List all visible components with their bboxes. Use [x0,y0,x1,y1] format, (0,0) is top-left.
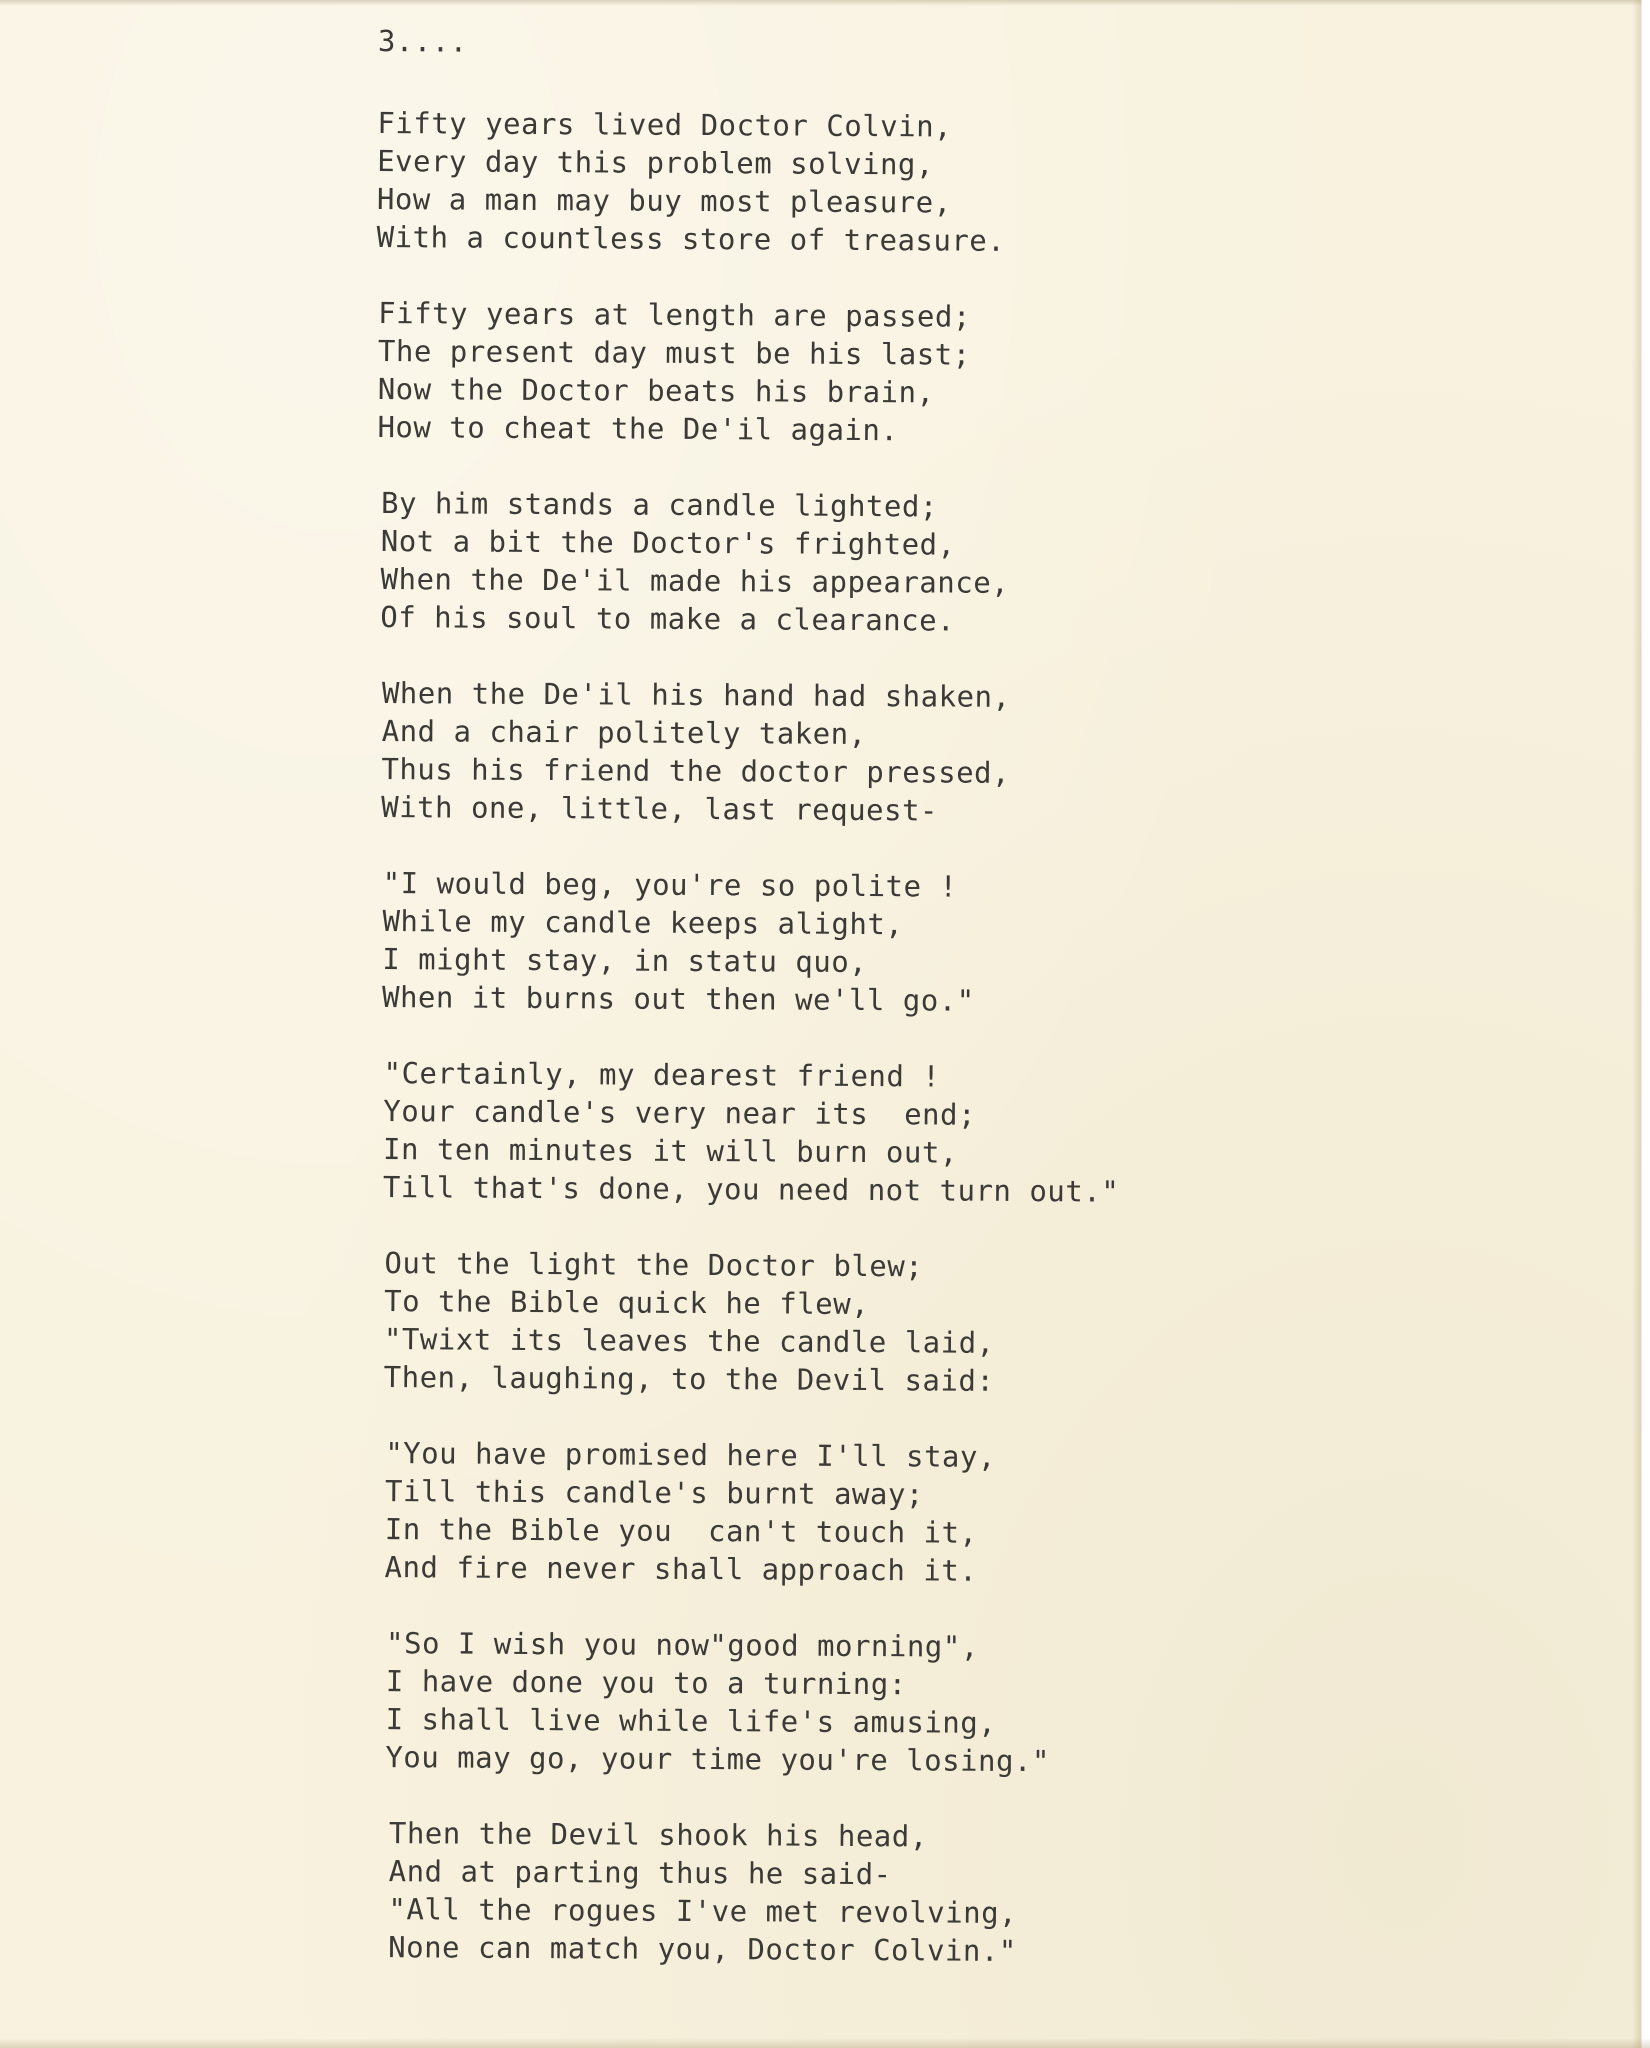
poem-line: The present day must be his last; [377,334,971,372]
stanza-8 [384,1434,1519,1593]
poem-line: When it burns out then we'll go." [381,980,975,1018]
poem-line: And fire never shall approach it. [384,1550,978,1588]
paper-bottom-edge [0,2038,1650,2048]
poem-line: By him stands a candle lighted; [380,486,938,524]
poem-line: And a chair politely taken, [381,714,867,751]
poem-line: You may go, your time you're losing." [385,1740,1051,1779]
poem-line: While my candle keeps alight, [382,904,904,942]
poem-text [366,22,1528,2011]
page-number: 3.... [377,23,468,59]
poem-line: Your candle's very near its end; [383,1094,977,1132]
stanza-4 [381,674,1524,833]
paper-right-edge [1632,0,1650,2048]
poem-line: I shall live while life's amusing, [385,1702,997,1740]
stanza-7 [384,1244,1521,1403]
poem-line: How a man may buy most pleasure, [376,181,952,220]
poem-line: In ten minutes it will burn out, [383,1132,958,1170]
stanza-10 [388,1814,1517,1973]
poem-line: In the Bible you can't touch it, [384,1512,978,1550]
stanza-6 [383,1054,1522,1213]
poem-line: None can match you, Doctor Colvin." [388,1930,1017,1968]
poem-line: When the De'il made his appearance, [380,562,1010,600]
poem-line: Of his soul to make a clearance. [380,600,956,638]
stanza-3 [380,484,1525,643]
poem-line: Then the Devil shook his head, [388,1816,928,1854]
poem-line: Every day this problem solving, [377,143,934,182]
poem-line: How to cheat the De'il again. [377,410,899,448]
poem-line: I might stay, in statu quo, [382,942,868,980]
poem-line: Fifty years lived Doctor Colvin, [377,105,953,144]
poem-line: "I would beg, you're so polite ! [382,866,958,904]
poem-line: And at parting thus he said- [388,1854,892,1892]
poem-line: Thus his friend the doctor pressed, [381,752,1011,790]
poem-line: Now the Doctor beats his brain, [377,372,935,410]
stanza-5 [382,864,1523,1023]
stanza-1 [377,104,1528,263]
poem-line: Not a bit the Doctor's frighted, [380,524,956,562]
poem-line: To the Bible quick he flew, [384,1284,870,1322]
poem-line: I have done you to a turning: [385,1664,907,1702]
poem-line: "Certainly, my dearest friend ! [383,1056,941,1094]
poem-line: "Twixt its leaves the candle laid, [383,1322,995,1360]
poem-line: "So I wish you now"good morning", [385,1626,979,1664]
poem-line: When the De'il his hand had shaken, [381,676,1011,714]
paper-top-edge [0,0,1650,6]
poem-line: With one, little, last request- [381,790,939,828]
stanza-9 [385,1624,1518,1783]
stanza-2 [377,294,1526,453]
poem-line: Till that's done, you need not turn out." [382,1170,1120,1209]
poem-line: Till this candle's burnt away; [384,1474,924,1512]
poem-line: "All the rogues I've met revolving, [388,1892,1018,1930]
poem-line: "You have promised here I'll stay, [385,1436,996,1474]
poem-line: With a countless store of treasure. [376,219,1006,258]
poem-line: Then, laughing, to the Devil said: [383,1360,995,1398]
poem-line: Fifty years at length are passed; [378,296,971,334]
poem-line: Out the light the Doctor blew; [384,1246,924,1284]
